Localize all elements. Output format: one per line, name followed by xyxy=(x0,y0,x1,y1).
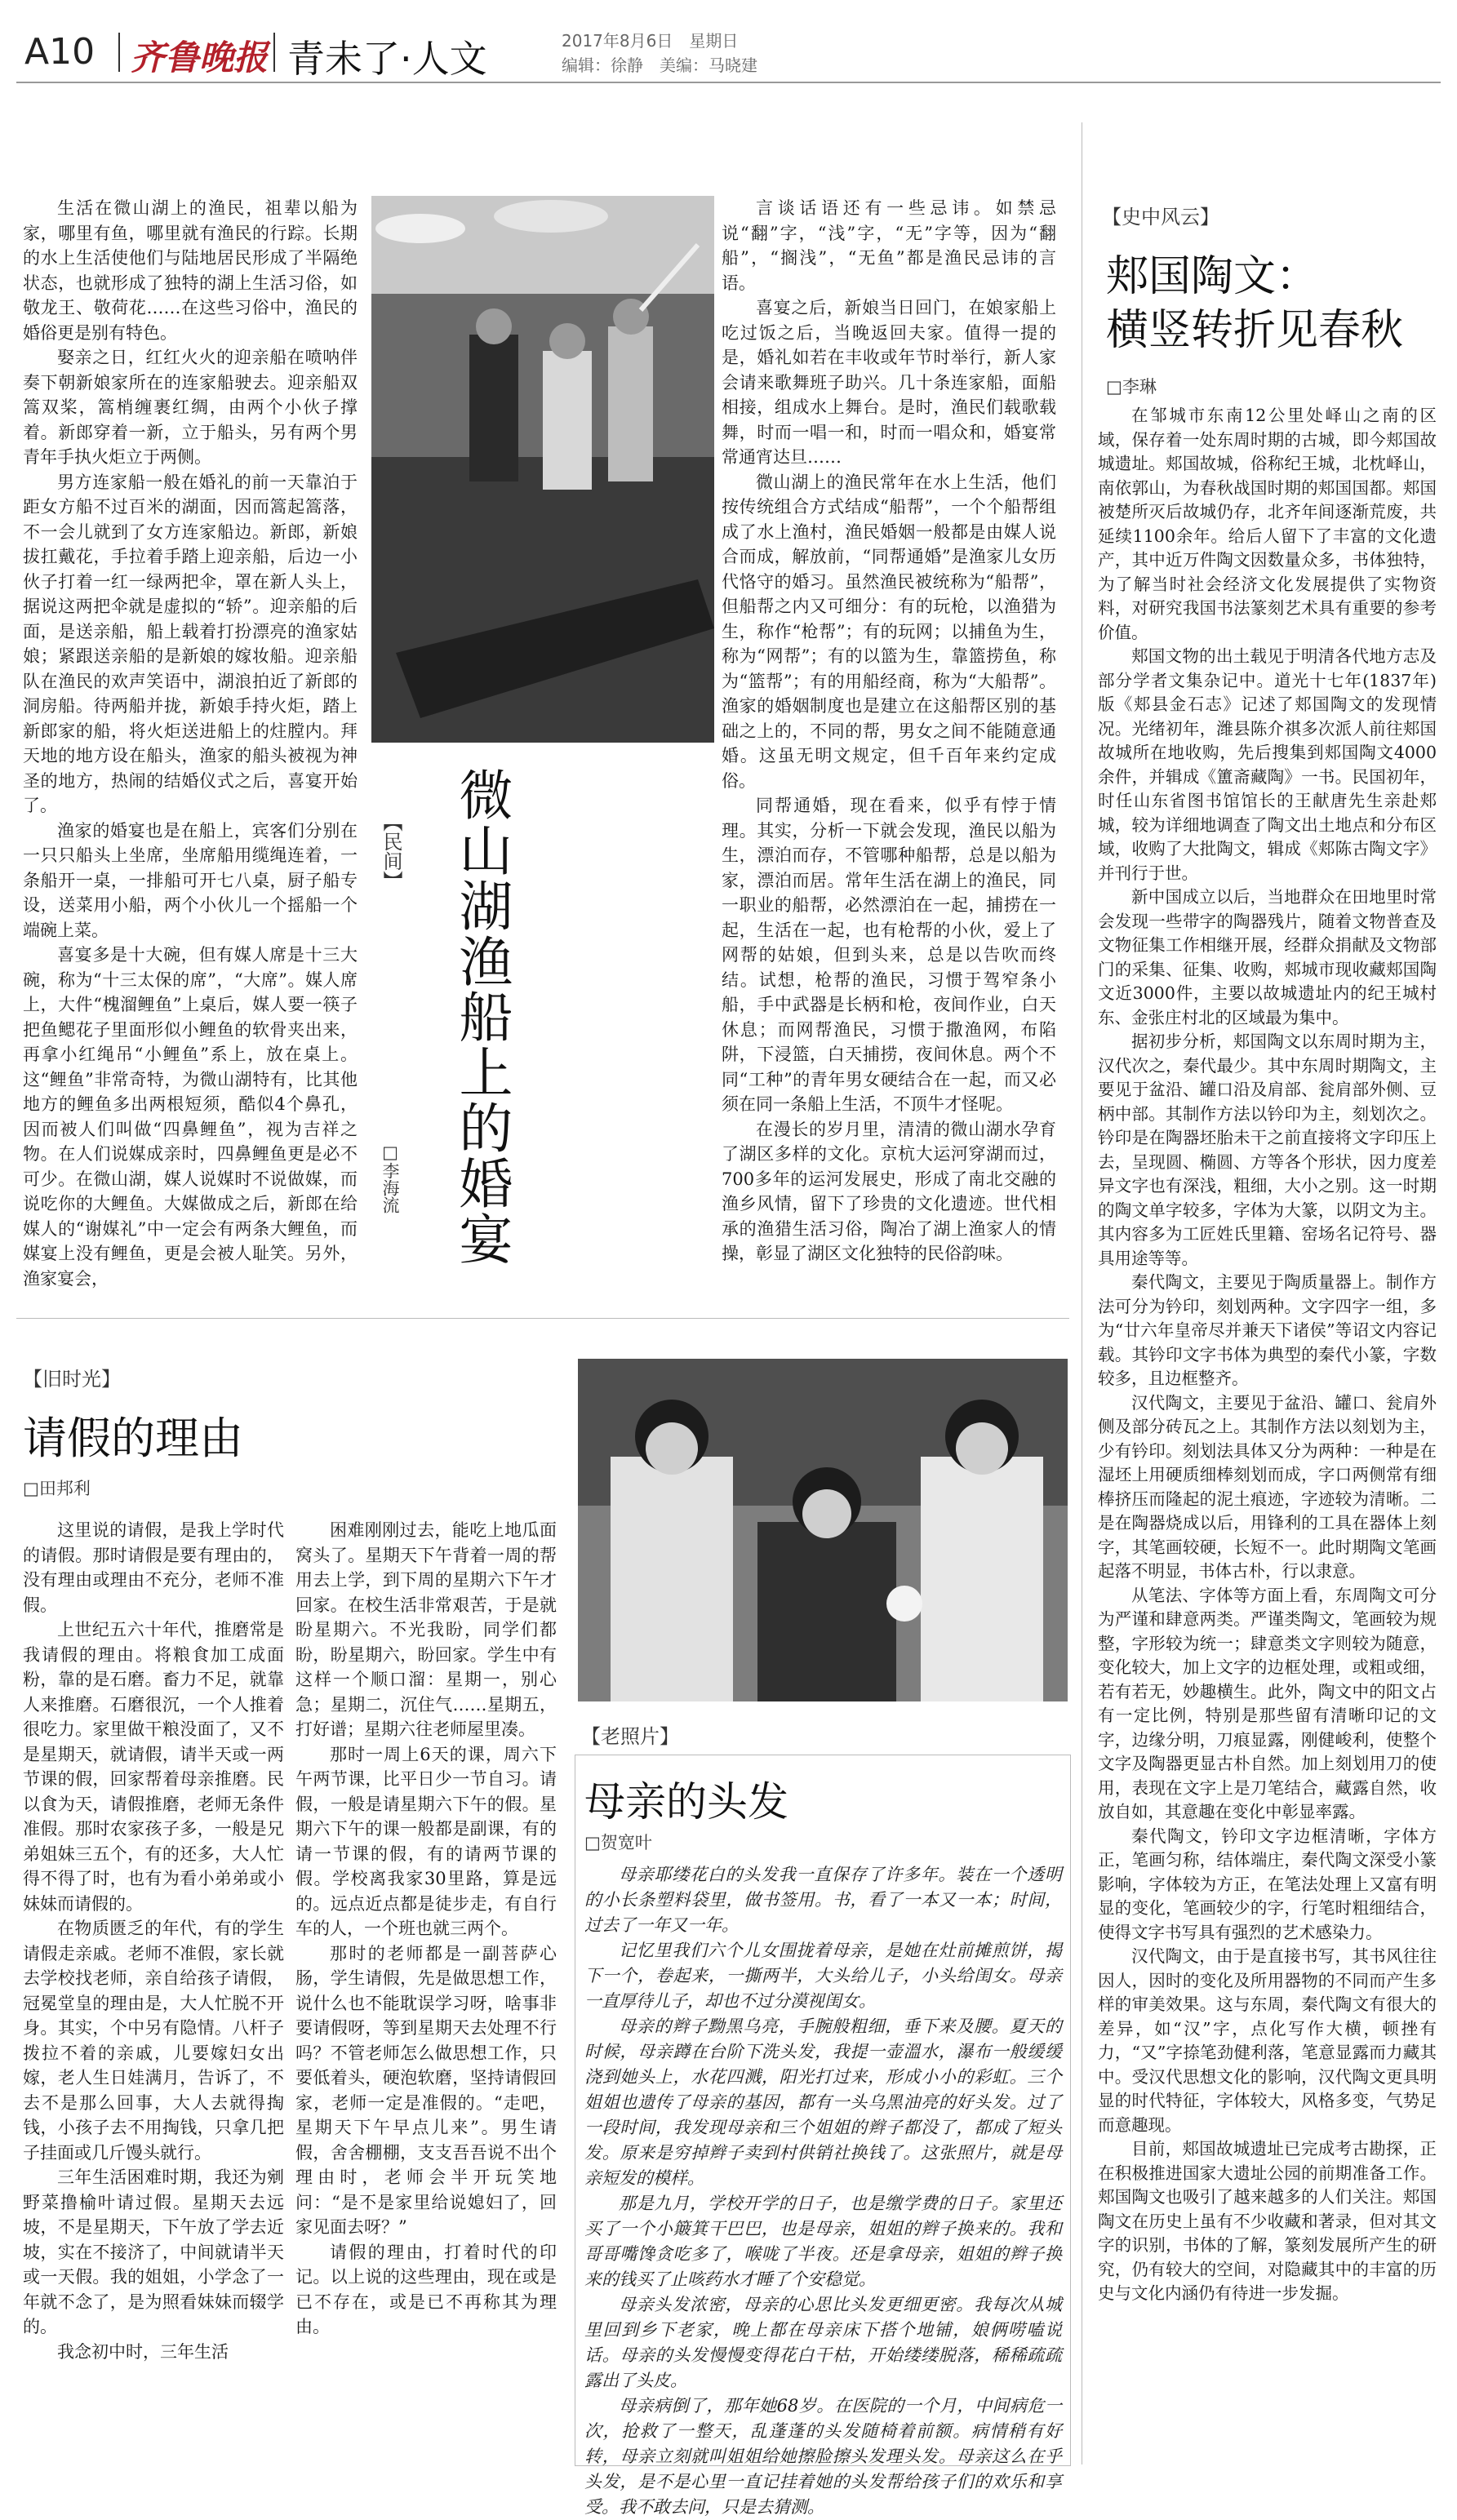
article1-col1 xyxy=(23,196,358,1291)
paragraph: 目前，郏国故城遗址已完成考古勘探，正在积极推进国家大遗址公园的前期准备工作。郏国陶文也吸引了越来越多的人们关注。郏国陶文在历史上虽有不少收藏和著录，但对其文字的识别，书体的了解，篆刻发展所产生的研究，仍有较大的空间，对隐藏其中的丰富的历史与文化内涵仍有待进一步发掘。 xyxy=(1098,2139,1437,2303)
paragraph: 那时一周上6天的课，周六下午两节课，比平日少一节自习。请假，一般是请星期六下午的假。星期六下午的课一般都是副课，有的请一节课的假，有的请两节课的假。学校离我家30里路，算是远的。远点近点都是徒步走，有自行车的人，一个班也就三两个。 xyxy=(295,1744,557,1938)
article2-title-line1: 郏国陶文： xyxy=(1106,252,1319,301)
article1-col2 xyxy=(722,196,1056,1267)
article2-title xyxy=(1106,250,1403,357)
paragraph: 娶亲之日，红红火火的迎亲船在喷呐伴奏下朝新娘家所在的连家船驶去。迎亲船双篙双桨，篙梢缠裹红绸，由两个小伙子撑着。新郎穿着一新，立于船头，另有两个男青年手执火炬立于两侧。 xyxy=(23,348,358,467)
article3-byline: □田邦利 xyxy=(23,1479,91,1498)
paragraph: 三年生活困难时期，我还为剜野菜撸榆叶请过假。星期天去远坡，不是星期天，下午放了学去近坡，实在不接济了，中间就请半天或一天假。我的姐姐，小学念了一年就不念了，是为照看妹妹而辍学的。 xyxy=(23,2167,284,2336)
paragraph: 喜宴多是十大碗，但有媒人席是十三大碗，称为“十三太保的席”，“大席”。媒人席上，大件“槐溜鲤鱼”上桌后，媒人要一筷子把鱼鳃花子里面形似小鲤鱼的软骨夹出来，再拿小红绳吊“小鲤鱼”系上，放在桌上。这“鲤鱼”非常奇特，为微山湖特有，比其他地方的鲤鱼多出两根短须，酷似4个鼻孔，因而被人们叫做“四鼻鲤鱼”，视为吉祥之物。在人们说媒成亲时，四鼻鲤鱼更是必不可少。在微山湖，媒人说媒时不说做媒，而说吃你的大鲤鱼。大媒做成之后，新郎在给媒人的“谢媒礼”中一定会有两条大鲤鱼，而媒宴上没有鲤鱼，更是会被人耻笑。另外，渔家宴会， xyxy=(23,945,358,1289)
paragraph: 秦代陶文，钤印文字边框清晰，字体方正，笔画匀称，结体端庄，秦代陶文深受小篆影响，字体较为方正，在笔法处理上又富有明显的变化，笔画较少的字，行笔时粗细结合，使得文字书写具有强烈的艺术感染力。 xyxy=(1098,1826,1437,1942)
header-divider xyxy=(118,33,120,72)
paragraph: 在邹城市东南12公里处峄山之南的区域，保存着一处东周时期的古城，即今郏国故城遗址。郏国故城，俗称纪王城，北枕峄山，南依郭山，为春秋战国时期的郏国国都。郏国被楚所灭后故城仍存，北齐年间逐渐荒废，共延续1100余年。给后人留下了丰富的文化遗产，其中近万件陶文因数量众多，书体独特，为了解当时社会经济文化发展提供了实物资料，对研究我国书法篆刻艺术具有重要的参考价值。 xyxy=(1098,406,1437,642)
paragraph: 上世纪五六十年代，推磨常是我请假的理由。将粮食加工成面粉，靠的是石磨。畜力不足，就靠人来推磨。石磨很沉，一个人推着很吃力。家里做干粮没面了，又不是星期天，就请假，请半天或一两节课的假，回家帮着母亲推磨。民以食为天，请假推磨，老师无条件准假。那时农家孩子多，一般是兄弟姐妹三五个，有的还多，大人忙得不得了时，也有为看小弟弟或小妹妹而请假的。 xyxy=(23,1620,284,1914)
paragraph: 母亲耶缕花白的头发我一直保存了许多年。装在一个透明的小长条塑料袋里，做书签用。书，看了一本又一本；时间，过去了一年又一年。 xyxy=(584,1865,1062,1935)
header-rule xyxy=(16,82,1441,83)
article3-title: 请假的理由 xyxy=(23,1413,243,1464)
paragraph: 郏国文物的出土载见于明清各代地方志及部分学者文集杂记中。道光十七年(1837年)版《郏县金石志》记述了郏国陶文的发现情况。光绪初年，潍县陈介祺多次派人前往郏国故城所在地收购，先后搜集到郏国陶文4000余件，并辑成《簠斋藏陶》一书。民国初年，时任山东省图书馆馆长的王献唐先生亲赴郏城，较为详细地调查了陶文出土地点和分布区域，收购了大批陶文，辑成《郏陈古陶文字》并刊行于世。 xyxy=(1098,646,1437,883)
article2-tag: 【史中风云】 xyxy=(1102,206,1219,228)
article3-col2 xyxy=(295,1518,557,2340)
section-title: 青未了·人文 xyxy=(287,37,487,81)
article2-body xyxy=(1098,404,1437,2306)
article3-col1 xyxy=(23,1518,284,2364)
wedding-boat-photo xyxy=(371,196,714,743)
article1-byline: □李海流 xyxy=(380,1142,400,1213)
editors-credit: 编辑：徐静 美编：马晓建 xyxy=(562,55,757,75)
paragraph: 困难刚刚过去，能吃上地瓜面窝头了。星期天下午背着一周的帮用去上学，到下周的星期六下午才回家。在校生活非常艰苦，于是就盼星期六。不光我盼，同学们都盼，盼星期六，盼回家。学生中有这样一个顺口溜：星期一，别心急；星期二，沉住气……星期五，打好谱；星期六往老师屋里凑。 xyxy=(295,1520,557,1739)
paragraph: 汉代陶文，由于是直接书写，其书风往往因人，因时的变化及所用器物的不同而产生多样的审美效果。这与东周，秦代陶文有很大的差异，如“汉”字，点化写作大横，顿挫有力，“又”字捺笔劲健利落，笔意显露而力藏其中。受汉代思想文化的影响，汉代陶文更具明显的时代特征，字体较大，风格多变，气势足而意趣现。 xyxy=(1098,1946,1437,2135)
article4-tag: 【老照片】 xyxy=(581,1725,679,1748)
paragraph: 请假的理由，打着时代的印记。以上说的这些理由，现在或是已不存在，或是已不再称其为理由。 xyxy=(295,2242,557,2336)
paragraph: 记忆里我们六个儿女围拢着母亲，是她在灶前摊煎饼，揭下一个，卷起来，一撕两半，大头给儿子，小头给闺女。母亲一直厚待儿子，却也不过分漠视闺女。 xyxy=(584,1941,1062,2011)
header-divider xyxy=(273,33,275,72)
paragraph: 同帮通婚，现在看来，似乎有悖于情理。其实，分析一下就会发现，渔民以船为生，漂泊而存，不管哪种船帮，总是以船为家，漂泊而居。常年生活在湖上的渔民，同一职业的船帮，必然漂泊在一起，捕捞在一起，生活在一起，也有枪帮的小伙，爱上了网帮的姑娘，但到头来，总是以告吹而终结。试想，枪帮的渔民，习惯于驾窄条小船，手中武器是长柄和枪，夜间作业，白天休息；而网帮渔民，习惯于撒渔网，布陷阱，下浸篮，白天捕捞，夜间休息。两个不同“工种”的青年男女硬结合在一起，而又必须在同一条船上生活，不顶牛才怪呢。 xyxy=(722,796,1056,1114)
article2-title-line2: 横竖转折见春秋 xyxy=(1106,306,1404,355)
paragraph: 我念初中时，三年生活 xyxy=(57,2341,229,2362)
paragraph: 渔家的婚宴也是在船上，宾客们分别在一只只船头上坐席，坐席船用缆绳连着，一条船开一桌，一排船可开七八桌，厨子船专设，送菜用小船，两个小伙儿一个摇船一个端碗上菜。 xyxy=(23,820,358,940)
paragraph: 母亲病倒了，那年她68岁。在医院的一个月，中间病危一次，抢救了一整天，乱蓬蓬的头发随椅着前额。病情稍有好转，母亲立刻就叫姐姐给她擦脸擦头发理头发。母亲这么在乎头发，是不是心里一直记挂着她的头发帮给孩子们的欢乐和享受。我不敢去问，只是去猜测。 xyxy=(584,2396,1062,2517)
article4-body xyxy=(584,1862,1062,2520)
paragraph: 母亲头发浓密，母亲的心思比头发更细更密。我每次从城里回到乡下老家，晚上都在母亲床下搭个地铺，娘俩唠嗑说话。母亲的头发慢慢变得花白干枯，开始缕缕脱落，稀稀疏疏露出了头皮。 xyxy=(584,2295,1062,2390)
paragraph: 男方连家船一般在婚礼的前一天靠泊于距女方船不过百米的湖面，因而篙起篙落，不一会儿就到了女方连家船边。新郎，新娘拔扛戴花，手拉着手踏上迎亲船，后边一小伙子打着一红一绿两把伞，罩在新人头上，据说这两把伞就是虚拟的“轿”。迎亲船的后面，是送亲船，船上载着打扮漂亮的渔家姑娘；紧跟送亲船的是新娘的嫁妆船。迎亲船队在渔民的欢声笑语中，湖浪拍近了新郎的洞房船。待两船并拢，新娘手持火炬，踏上新郎家的船，将火炬送进船上的炷膛内。拜天地的地方设在船头，渔家的船头被视为神圣的地方，热闹的结婚仪式之后，喜宴开始了。 xyxy=(23,472,358,815)
article4-byline: □贺宽叶 xyxy=(584,1833,652,1852)
family-photo xyxy=(578,1359,1068,1701)
paragraph: 新中国成立以后，当地群众在田地里时常会发现一些带字的陶器残片，随着文物普查及文物征集工作相继开展，经群众捐献及文物部门的采集、征集、收购，郏城市现收藏郏国陶文近3000件，主要以故城遗址内的纪王城村东、金张庄村北的区域最为集中。 xyxy=(1098,887,1437,1027)
paragraph: 据初步分析，郏国陶文以东周时期为主，汉代次之，秦代最少。其中东周时期陶文，主要见于盆沿、罐口沿及肩部、瓮肩部外侧、豆柄中部。其制作方法以钤印为主，刻划次之。钤印是在陶器坯胎未干之前直接将文字印压上去，呈现圆、椭圆、方等各个形状，因力度差异文字也有深浅，粗细，大小之别。这一时期的陶文单字较多，字体为大篆，以阴文为主。其内容多为工匠姓氏里籍、窑场名记符号、器具用途等等。 xyxy=(1098,1032,1437,1268)
paragraph: 母亲的辫子黝黑乌亮，手腕般粗细，垂下来及腰。夏天的时候，母亲蹲在台阶下洗头发，我提一壶溫水，瀑布一般缓缓浇到她头上，水花四溅，阳光打过来，形成小小的彩虹。三个姐姐也遗传了母亲的基因，都有一头乌黑油亮的好头发。过了一段时间，我发现母亲和三个姐姐的辫子都没了，都成了短头发。原来是穷掉辫子卖到村供销社换钱了。这张照片，就是母亲短发的模样。 xyxy=(584,2016,1062,2188)
paragraph: 言谈话语还有一些忌讳。如禁忌说“翻”字，“浅”字，“无”字等，因为“翻船”，“搁浅”，“无鱼”都是渔民忌讳的言语。 xyxy=(722,198,1056,293)
paper-logo: 齐鲁晚报 xyxy=(131,38,269,78)
paragraph: 这里说的请假，是我上学时代的请假。那时请假是要有理由的，没有理由或理由不充分，老师不准假。 xyxy=(23,1520,284,1615)
article1-tag: 【民间】 xyxy=(380,812,402,890)
paragraph: 生活在微山湖上的渔民，祖辈以船为家，哪里有鱼，哪里就有渔民的行踪。长期的水上生活使他们与陆地居民形成了半隔绝状态，也就形成了独特的湖上生活习俗，如敬龙王、敬荷花……在这些习俗中，渔民的婚俗更是别有特色。 xyxy=(23,198,358,343)
paragraph: 在物质匮乏的年代，有的学生请假走亲戚。老师不准假，家长就去学校找老师，亲自给孩子请假，冠冕堂皇的理由是，大人忙脱不开身。其实，个中另有隐情。八杆子拨拉不着的亲戚，儿要嫁妇女出嫁，老人生日娃满月，告诉了，不去不是那么回事，大人去就得掏钱，小孩子去不用掏钱，只拿几把子挂面或几斤馒头就行。 xyxy=(23,1919,284,2163)
article4-title: 母亲的头发 xyxy=(584,1778,788,1826)
paragraph: 汉代陶文，主要见于盆沿、罐口、瓮肩外侧及部分砖瓦之上。其制作方法以刻划为主，少有钤印。刻划法具体又分为两种：一种是在湿坯上用硬质细棒刻划而成，字口两侧常有细棒挤压而隆起的泥土痕迹，字迹较为清晰。二是在陶器烧成以后，用锋利的工具在器体上刻字，其笔画较硬，长短不一。此时期陶文笔画起落不明显，书体古朴，行以隶意。 xyxy=(1098,1392,1437,1581)
paragraph: 从笔法、字体等方面上看，东周陶文可分为严谨和肆意两类。严谨类陶文，笔画较为规整，字形较为统一；肆意类文字则较为随意，变化较大，加上文字的边框处理，或粗或细，若有若无，妙趣横生。此外，陶文中的阳文占有一定比例，特别是那些留有清晰印记的文字，边缘分明，刀痕显露，刚健峻利，使整个文字及陶器更显古朴自然。加上刻划用刀的使用，表现在文字上是刀笔结合，藏露自然，收放自如，其意趣在变化中彰显率露。 xyxy=(1098,1585,1437,1821)
section-divider xyxy=(16,1318,1069,1319)
issue-date: 2017年8月6日 星期日 xyxy=(562,31,739,51)
paragraph: 那时的老师都是一副菩萨心肠，学生请假，先是做思想工作，说什么也不能耽误学习呀，啥事非要请假呀，等到星期天去处理不行吗？不管老师怎么做思想工作，只要低着头，硬泡软磨，坚持请假回家，老师一定是准假的。“走吧，星期天下午早点儿来”。男生请假，舍舍棚棚，支支吾吾说不出个理由时，老师会半开玩笑地问：“是不是家里给说媳妇了，回家见面去呀？” xyxy=(295,1943,557,2237)
article3-tag: 【旧时光】 xyxy=(23,1368,121,1391)
article1-title: 微山湖渔船上的婚宴 xyxy=(450,767,513,1267)
paragraph: 秦代陶文，主要见于陶质量器上。制作方法可分为钤印，刻划两种。文字四字一组，多为“廿六年皇帝尽并兼天下诸侯”等诏文内容记载。其钤印文字书体为典型的秦代小篆，字数较多，且边框整齐。 xyxy=(1098,1272,1437,1388)
page-number: A10 xyxy=(24,31,96,73)
paragraph: 那是九月，学校开学的日子，也是缴学费的日子。家里还买了一个小簸箕干巴巴，也是母亲，姐姐的辫子换来的。我和哥哥嘴馋贪吃多了，喉咙了半夜。还是拿母亲，姐姐的辫子换来的钱买了止咳药水才睡了个安稳觉。 xyxy=(584,2194,1062,2289)
paragraph: 微山湖上的渔民常年在水上生活，他们按传统组合方式结成“船帮”，一个个船帮组成了水上渔村，渔民婚姻一般都是由媒人说合而成，解放前，“同帮通婚”是渔家儿女历代恪守的婚习。虽然渔民被统称为“船帮”，但船帮之内又可细分：有的玩枪，以渔猎为生，称作“枪帮”；有的玩网；以捕鱼为生，称为“网帮”；有的以篮为生，靠篮捞鱼，称为“篮帮”；有的用船经商，称为“大船帮”。渔家的婚姻制度也是建立在这船帮区别的基础之上的，不同的帮，男女之间不能随意通婚。这虽无明文规定，但千百年来约定成俗。 xyxy=(722,472,1056,791)
article2-byline: □李琳 xyxy=(1106,377,1157,397)
paragraph: 在漫长的岁月里，清清的微山湖水孕育了湖区多样的文化。京杭大运河穿湖而过，700多年的运河发展史，形成了南北交融的渔乡风情，留下了珍贵的文化遗迹。世代相承的渔猎生活习俗，陶冶了湖上渔家人的情操，彰显了湖区文化独特的民俗韵味。 xyxy=(722,1119,1056,1263)
paragraph: 喜宴之后，新娘当日回门，在娘家船上吃过饭之后，当晚返回夫家。值得一提的是，婚礼如若在丰收或年节时举行，新人家会请来歌舞班子助兴。几十条连家船，面船相接，组成水上舞台。是时，渔民们载歌载舞，时而一唱一和，时而一唱众和，婚宴常常通宵达旦…… xyxy=(722,298,1056,467)
